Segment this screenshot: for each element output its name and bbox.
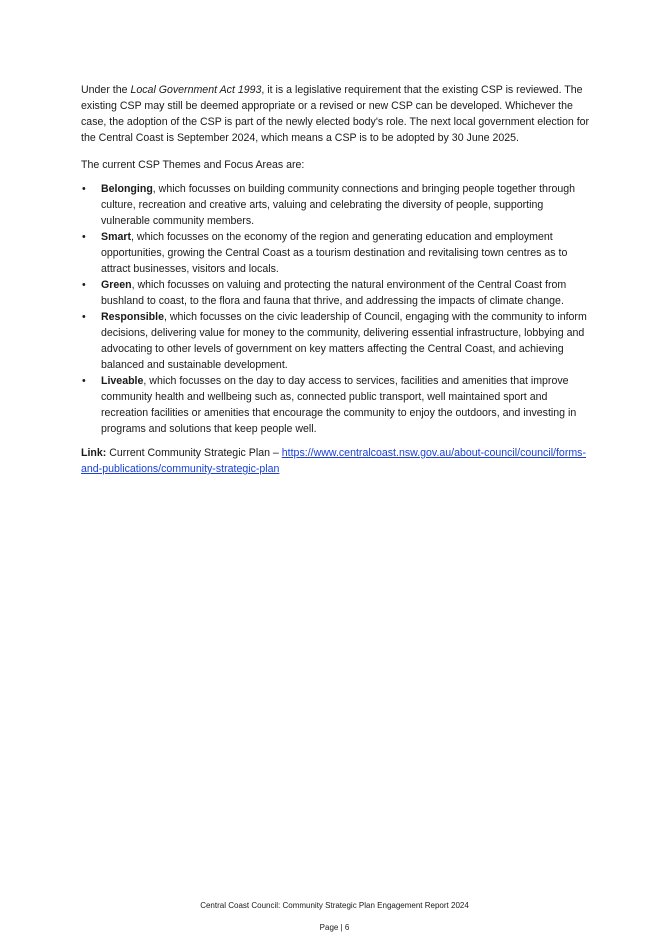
act-name: Local Government Act 1993 <box>130 84 262 96</box>
page-number: Page | 6 <box>319 923 350 932</box>
link-paragraph <box>81 445 591 477</box>
theme-description: , which focusses on the civic leadership of Council, engaging with the community to inform decisions, delivering value for money to the community, delivering essential infrastructure, lobbying and advocating to other levels of government on key matters affecting the Central Coast, and achieving balanced and sustainable development. <box>101 311 587 371</box>
bullet-icon: • <box>82 311 86 323</box>
intro-prefix: Under the <box>81 84 131 96</box>
theme-item-liveable <box>81 373 591 437</box>
theme-description: , which focusses on the economy of the region and generating education and employment opportunities, growing the Central Coast as a tourism destination and revitalising town centres as to attract businesses, visitors and locals. <box>101 231 568 275</box>
theme-name: Responsible <box>101 311 164 323</box>
theme-item-smart <box>81 229 591 277</box>
theme-name: Smart <box>101 231 132 243</box>
theme-description: , which focusses on the day to day access to services, facilities and amenities that improve community health and wellbeing such as, connected public transport, well maintained sport and recreation facilities or amenities that encourage the community to enjoy the outdoors, and investing in programs and solutions that keep people well. <box>101 375 577 435</box>
csp-link[interactable]: https://www.centralcoast.nsw.gov.au/about-council/council/forms-and-publications/community-strategic-plan <box>81 447 586 475</box>
link-text: Current Community Strategic Plan – <box>106 447 282 459</box>
bullet-icon: • <box>82 231 86 243</box>
theme-name: Green <box>101 279 132 291</box>
bullet-icon: • <box>82 183 86 195</box>
theme-name: Liveable <box>101 375 144 387</box>
theme-item-responsible <box>81 309 591 373</box>
theme-description: , which focusses on building community connections and bringing people together through culture, recreation and creative arts, valuing and celebrating the diversity of people, supporting vulnerable community members. <box>101 183 576 227</box>
intro-paragraph <box>81 82 591 146</box>
bullet-icon: • <box>82 375 86 387</box>
theme-description: , which focusses on valuing and protecting the natural environment of the Central Coast from bushland to coast, to the flora and fauna that thrive, and addressing the impacts of climate change. <box>101 279 567 307</box>
intro-body: , it is a legislative requirement that the existing CSP is reviewed. The existing CSP may still be deemed appropriate or a revised or new CSP can be developed. Whichever the case, the adoption of the CSP is part of the newly elected body's role. The next local government election for the Central Coast is September 2024, which means a CSP is to be adopted by 30 June 2025. <box>81 84 590 144</box>
theme-item-green <box>81 277 591 309</box>
footer-title: Central Coast Council: Community Strategic Plan Engagement Report 2024 <box>200 901 469 910</box>
bullet-icon: • <box>82 279 86 291</box>
theme-name: Belonging <box>101 183 153 195</box>
link-label: Link: <box>81 447 107 459</box>
theme-item-belonging <box>81 181 591 229</box>
page-content <box>81 82 591 477</box>
themes-list <box>81 181 591 437</box>
themes-intro: The current CSP Themes and Focus Areas are: <box>81 159 305 171</box>
